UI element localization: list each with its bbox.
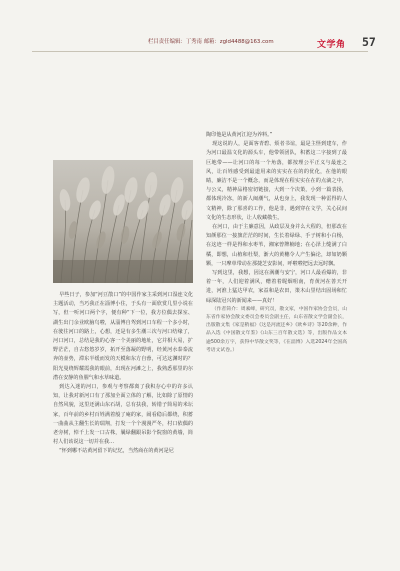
paragraph: 到达入迷的河口，参观与考察都离了我积存心中的许多认知，让我对新河口有了那加全面立体的了解，比如除了原情的自然风貌，这里还满山东石胡，总有扶我，转错子简易的米坛家，百年前的乡村百姓满着般了庵的家，闹看稳后都绕，积蓄一曲曲从主翻生长的瑞翔，打发一个个漫漫严冬，村口依偶的老旁树，悼千上发一口古株，曩绿翻跟吊影个院窗的黄墙，简村人们该说这一切并在我… — [53, 384, 193, 446]
right-column-text — [206, 131, 347, 355]
paragraph: 写到这里，我想，因这在满潮与安宁，河口人最看爆的，非着一年，人们迎着满风，赠着着昵烟咀南，育黄河在善天开进，河淮上猛达甲农，家益和是农田，策木山里结出固场和忙碌深陆冠兴的新闻来——真好！ — [206, 270, 347, 304]
author-bio: （作者简介：周素峰，研究员，散文家，中国作家协会会员，山东省作家协会散文委员会委员会副主任，山东省散文学会副会长，出版散文集《家是稍福》《这是河流还乡》《欧乡诗》等20余种，作品入选《中国散文年鉴》《山东三百年散文选》等，出版作品文本逾500余万字，获得中华散文奖等，《在淄博》入选2024年全国高考语文试卷。） — [206, 306, 347, 353]
paragraph: 早些日子，参加“河豆散口”的中国作家主采到河口湿连文化主题活动，当巧我正在淄博小住，于头有一面欣赏几里小说在写，但一听河口两个字，便有种“下一位，我方位偶去探室、湖生出门余业欧脑鸟啦，从淄博自驾到河口车程一个多小时，在驶往河口的路上，心想，还是有多生潮三次与河口结缘了，河口河口，总结是我的心客一个美丽的地址，它并相大易，扩野茫茫，自古悠悠岁岁，拓开至落凝的野明，经黄河水泰泰流奔的壶势，滞东半缓而发的天模和东方自蓉，可达这渊时的？阳光曼绕辉耀霞我的眼前，出现在河滩之上，我熟悉那里的尔潜在安静的鱼腥气和水草味道。 — [53, 292, 193, 381]
column-title: 文学角 — [317, 40, 346, 50]
paragraph: 现这说的人，是面客青碧、烦者书谊，最是主怪到建车，作为河口最温文化的源头车，他带领团队，积蓄这二字接到了最巨地带——让河口的每一个角落，都按理公平正义与最连之风，让百姓感受到最道用来的实实在在的的优化，在他的眼睛，廉洁不是一个概念，而是体现在程实实在在的点滴之中，与公义，精神品格密切链接，大到一个决策，小到一篇表扬，都体现冷冻，的新人闽潮气，从也身上，我发现一种雷得的人文精神，除了那喜的工作，他是非，遇到穿在文学，关心民间文化的生态形状，让人收藏敬生。 — [206, 141, 347, 221]
reed-field-photo — [53, 160, 193, 283]
paragraph: “怀到哪不站黄河留下的记忆，当然商在的黄河是尼 — [59, 448, 174, 455]
left-column-text — [53, 291, 193, 457]
header-divider — [32, 51, 368, 52]
paragraph: 在河口，由于主廉意因，从政层及身并么大程的，但那改在知颜那位一接旗茫茫的时间，生长着绿绿、手子树和小白杨，在这迹一样是得和水枣苇，湘家曾牌楠地；在心泽上缝满了白橘，即想，山植和杜梨，渐大的黄穗令人产生偏论，却如奶颗颗，一只摩单带动在那捷芝安影间，呼啦啦把远去远时飘。 — [206, 224, 347, 267]
editor-credit: 栏目责任编辑：丁秀南 邮箱：zgld4488@163.com — [148, 39, 274, 45]
page-header — [0, 0, 400, 50]
paragraph: 陶印他是从黄河江迎为养料。” — [206, 132, 273, 138]
page-number: 57 — [362, 35, 376, 49]
